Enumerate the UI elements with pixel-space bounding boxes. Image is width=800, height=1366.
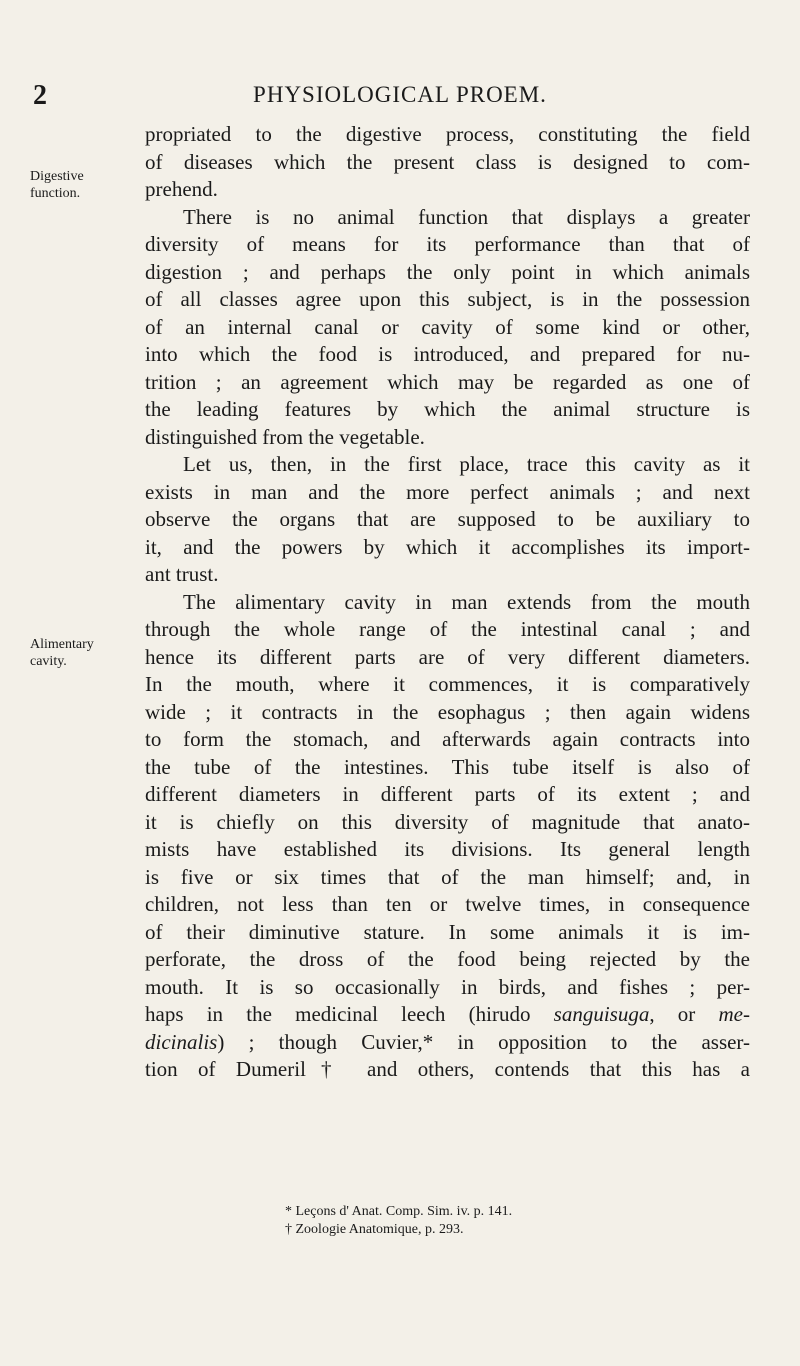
margin-note-line: Alimentary — [30, 637, 94, 652]
text-line: digestion ; and perhaps the only point in which animals — [145, 259, 750, 284]
text-line: observe the organs that are supposed to be auxiliary to — [145, 507, 750, 531]
text-line: different diameters in different parts of its extent ; and — [145, 782, 750, 806]
text-line: perforate, the dross of the food being rejected by the — [145, 947, 750, 971]
margin-note-alimentary-cavity — [30, 636, 140, 670]
text-line: the leading features by which the animal structure is — [145, 397, 750, 421]
text-line: dicinalis) ; though Cuvier,* in opposition to the asser- — [145, 1029, 750, 1054]
text-line: wide ; it contracts in the esophagus ; then again widens — [145, 699, 750, 724]
text-line: the tube of the intestines. This tube itself is also of — [145, 754, 750, 779]
page-number: 2 — [33, 80, 47, 111]
margin-note-line: Digestive — [30, 169, 84, 184]
text-line: of their diminutive stature. In some animals it is im- — [145, 919, 750, 944]
margin-note-line: function. — [30, 186, 81, 201]
text-line: exists in man and the more perfect animals ; and next — [145, 479, 750, 504]
margin-note-line: cavity. — [30, 654, 67, 669]
footnote: † Zoologie Anatomique, p. 293. — [285, 1222, 464, 1237]
text-line: into which the food is introduced, and prepared for nu- — [145, 342, 750, 366]
text-line: In the mouth, where it commences, it is comparatively — [145, 672, 750, 696]
text-line: of diseases which the present class is designed to com- — [145, 149, 750, 174]
text-line: of all classes agree upon this subject, is in the possession — [145, 287, 750, 311]
margin-note-digestive-function — [30, 168, 140, 202]
text-line: prehend. — [145, 177, 218, 201]
text-line: tion of Dumeril† and others, contends that this has a — [145, 1057, 750, 1081]
text-line: mouth. It is so occasionally in birds, and fishes ; per- — [145, 974, 750, 999]
text-line: hence its different parts are of very different diameters. — [145, 644, 750, 669]
text-line: to form the stomach, and afterwards again contracts into — [145, 727, 750, 751]
text-line: propriated to the digestive process, constituting the field — [145, 122, 750, 146]
text-line: haps in the medicinal leech (hirudo sanguisuga, or me- — [145, 1002, 750, 1026]
text-line: The alimentary cavity in man extends from the mouth — [183, 589, 750, 614]
text-line: Let us, then, in the first place, trace this cavity as it — [183, 452, 750, 476]
text-line: distinguished from the vegetable. — [145, 424, 425, 449]
text-line: diversity of means for its performance than that of — [145, 232, 750, 256]
text-line: is five or six times that of the man himself; and, in — [145, 864, 750, 889]
text-line: it is chiefly on this diversity of magnitude that anato- — [145, 809, 750, 834]
footnotes — [285, 1203, 755, 1239]
body-text — [145, 121, 750, 1084]
text-line: mists have established its divisions. Its general length — [145, 837, 750, 861]
text-line: it, and the powers by which it accomplishes its import- — [145, 534, 750, 559]
text-line: trition ; an agreement which may be regarded as one of — [145, 369, 750, 394]
footnote: * Leçons d' Anat. Comp. Sim. iv. p. 141. — [285, 1204, 513, 1219]
text-line: of an internal canal or cavity of some kind or other, — [145, 314, 750, 339]
page-header — [0, 80, 800, 114]
text-line: through the whole range of the intestinal canal ; and — [145, 617, 750, 641]
text-line: ant trust. — [145, 562, 219, 586]
text-line: children, not less than ten or twelve times, in consequence — [145, 892, 750, 916]
running-title: PHYSIOLOGICAL PROEM. — [253, 82, 547, 107]
text-line: There is no animal function that displays a greater — [183, 204, 750, 229]
